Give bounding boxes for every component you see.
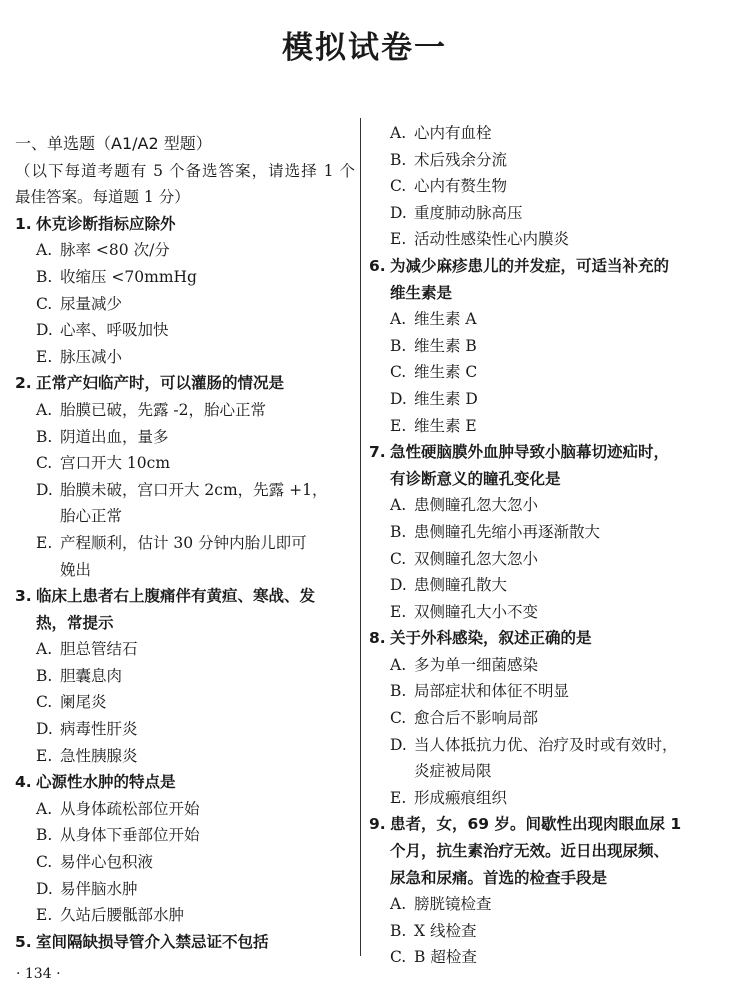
column-divider xyxy=(360,118,361,956)
left-column xyxy=(15,120,355,955)
option-item: D. 易伴脑水肿 xyxy=(36,879,138,898)
option-item: E. 形成瘢痕组织 xyxy=(390,788,508,807)
section-intro-line: （以下每道考题有 5 个备选答案，请选择 1 个 xyxy=(15,161,355,180)
option-item: A. 多为单一细菌感染 xyxy=(390,655,539,674)
option-item: D. 心率、呼吸加快 xyxy=(36,321,169,340)
option-item: A. 胎膜已破，先露 -2，胎心正常 xyxy=(36,400,267,419)
option-item: D. 胎膜未破，宫口开大 2cm，先露 +1， xyxy=(36,480,328,499)
option-item: E. 双侧瞳孔大小不变 xyxy=(390,602,539,621)
option-item: B. 阴道出血，量多 xyxy=(36,427,169,446)
option-item: A. 脉率 <80 次/分 xyxy=(36,241,170,260)
option-item: B. 术后残余分流 xyxy=(390,150,508,169)
option-item: A. 心内有血栓 xyxy=(390,124,492,142)
option-item: C. 维生素 C xyxy=(390,363,478,382)
option-item: B. 收缩压 <70mmHg xyxy=(36,267,197,286)
question-8-stem: 8. 关于外科感染，叙述正确的是 xyxy=(369,629,592,648)
option-item: D. 病毒性肝炎 xyxy=(36,720,138,739)
option-item: D. 维生素 D xyxy=(390,389,478,408)
option-item: B. 患侧瞳孔先缩小再逐渐散大 xyxy=(390,522,601,541)
section-intro-line: 最佳答案。每道题 1 分） xyxy=(15,188,190,207)
option-item: A. 维生素 A xyxy=(390,310,477,329)
option-item: B. 从身体下垂部位开始 xyxy=(36,826,200,845)
option-item: C. B 超检查 xyxy=(390,948,477,967)
question-3-stem: 3. 临床上患者右上腹痛伴有黄疸、寒战、发 xyxy=(15,587,316,606)
question-stem-continuation: 尿急和尿痛。首选的检查手段是 xyxy=(390,868,608,887)
option-item: E. 活动性感染性心内膜炎 xyxy=(390,230,570,249)
question-7-stem: 7. 急性硬脑膜外血肿导致小脑幕切迹疝时， xyxy=(369,443,670,462)
option-continuation: 胎心正常 xyxy=(60,507,123,526)
question-4-stem: 4. 心源性水肿的特点是 xyxy=(15,773,176,792)
right-column xyxy=(369,120,714,971)
option-item: A. 患侧瞳孔忽大忽小 xyxy=(390,496,539,515)
question-2-stem: 2. 正常产妇临产时，可以灌肠的情况是 xyxy=(15,374,285,393)
option-item: A. 从身体疏松部位开始 xyxy=(36,799,200,818)
option-item: A. 胆总管结石 xyxy=(36,640,138,659)
question-1-stem: 1. 休克诊断指标应除外 xyxy=(15,214,176,233)
option-item: C. 易伴心包积液 xyxy=(36,853,154,872)
question-stem-continuation: 有诊断意义的瞳孔变化是 xyxy=(390,469,561,488)
option-continuation: 娩出 xyxy=(60,560,92,579)
question-6-stem: 6. 为减少麻疹患儿的并发症，可适当补充的 xyxy=(369,256,670,275)
question-stem-continuation: 个月，抗生素治疗无效。近日出现尿频、 xyxy=(390,842,670,861)
option-item: C. 宫口开大 10cm xyxy=(36,454,171,473)
option-item: A. 膀胱镜检查 xyxy=(390,895,492,914)
section-heading: 一、单选题（A1/A2 型题） xyxy=(15,134,212,153)
question-stem-continuation: 热，常提示 xyxy=(36,613,114,632)
option-continuation: 炎症被局限 xyxy=(414,762,492,781)
option-item: E. 产程顺利，估计 30 分钟内胎儿即可 xyxy=(36,533,307,552)
option-item: B. X 线检查 xyxy=(390,921,477,940)
option-item: D. 当人体抵抗力优、治疗及时或有效时， xyxy=(390,735,678,754)
option-item: C. 双侧瞳孔忽大忽小 xyxy=(390,549,539,568)
page-number: · 134 · xyxy=(16,966,61,982)
question-5-stem: 5. 室间隔缺损导管介入禁忌证不包括 xyxy=(15,932,269,951)
option-item: E. 久站后腰骶部水肿 xyxy=(36,906,185,925)
option-item: B. 局部症状和体征不明显 xyxy=(390,682,570,701)
page-title: 模拟试卷一 xyxy=(282,30,447,66)
option-item: C. 愈合后不影响局部 xyxy=(390,709,539,728)
option-item: C. 阑尾炎 xyxy=(36,693,107,712)
question-9-stem: 9. 患者，女，69 岁。间歇性出现肉眼血尿 1 xyxy=(369,815,682,834)
option-item: E. 脉压减小 xyxy=(36,347,123,366)
option-item: D. 重度肺动脉高压 xyxy=(390,203,523,222)
option-item: E. 急性胰腺炎 xyxy=(36,746,138,765)
question-stem-continuation: 维生素是 xyxy=(390,283,453,302)
option-item: B. 维生素 B xyxy=(390,336,477,355)
option-item: D. 患侧瞳孔散大 xyxy=(390,576,508,595)
option-item: E. 维生素 E xyxy=(390,416,477,435)
option-item: C. 尿量减少 xyxy=(36,294,123,313)
option-item: B. 胆囊息肉 xyxy=(36,666,123,685)
option-item: C. 心内有赘生物 xyxy=(390,177,508,196)
